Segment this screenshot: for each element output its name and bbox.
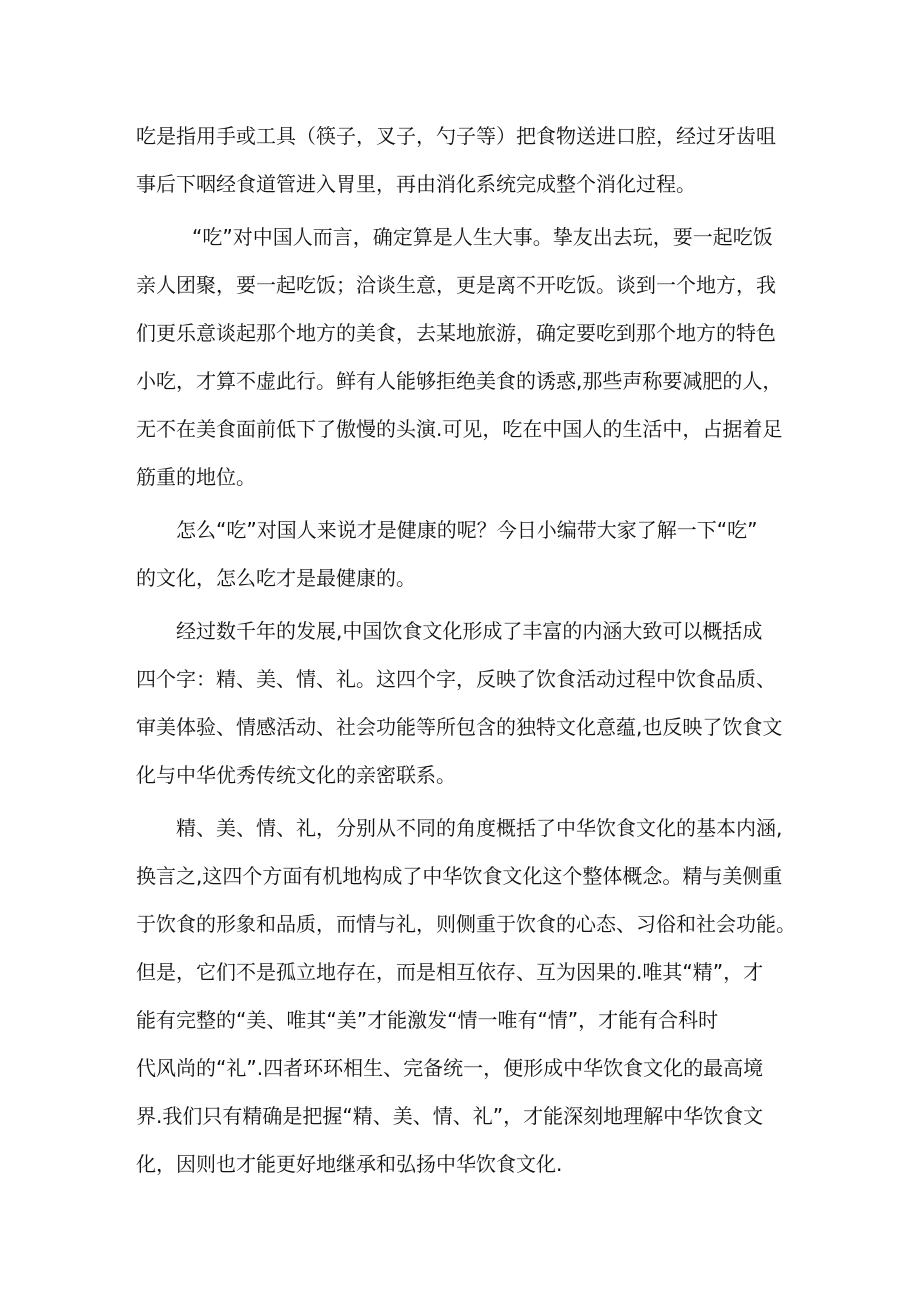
document-body [136,112,796,1188]
paragraph-line: 事后下咽经食道管进入胃里，再由消化系统完成整个消化过程。 [136,172,696,196]
paragraph-line: 化与中华优秀传统文化的亲密联系。 [136,763,456,787]
paragraph-line: 化，因则也才能更好地继承和弘扬中华饮食文化. [136,1152,563,1176]
paragraph-line: 代风尚的“礼”.四者环环相生、完备统一，便形成中华饮食文化的最高境 [136,1056,764,1080]
paragraph-1 [136,112,796,208]
paragraph-line: 经过数千年的发展,中国饮食文化形成了丰富的内涵大致可以概括成 [176,619,763,643]
paragraph-3 [136,506,796,602]
paragraph-line: 换言之,这四个方面有机地构成了中华饮食文化这个整体概念。精与美侧重 [136,864,783,888]
paragraph-line: 们更乐意谈起那个地方的美食，去某地旅游，确定要吃到那个地方的特色 [136,321,776,345]
paragraph-line: 界.我们只有精确是把握“精、美、情、礼”，才能深刻地理解中华饮食文 [136,1104,764,1128]
paragraph-line: 四个字：精、美、情、礼。这四个字，反映了饮食活动过程中饮食品质、 [136,667,776,691]
paragraph-line: 筋重的地位。 [136,465,256,489]
paragraph-line: 吃是指用手或工具（筷子，叉子，勺子等）把食物送进口腔，经过牙齿咀 [136,124,776,148]
paragraph-line: 小吃，才算不虚此行。鲜有人能够拒绝美食的诱惑,那些声称要减肥的人， [136,369,783,393]
paragraph-line: “吃”对中国人而言，确定算是人生大事。挚友出去玩，要一起吃饭 [192,225,773,249]
paragraph-line: 能有完整的“美、唯其“美”才能激发“情一唯有“情”，才能有合科时 [136,1008,719,1032]
paragraph-4 [136,607,796,799]
paragraph-line: 但是，它们不是孤立地存在，而是相互依存、互为因果的.唯其“精”，才 [136,960,764,984]
paragraph-line: 审美体验、情感活动、社会功能等所包含的独特文化意蕴,也反映了饮食文 [136,715,783,739]
paragraph-5 [136,804,796,1188]
paragraph-line: 精、美、情、礼，分别从不同的角度概括了中华饮食文化的基本内涵, [176,816,783,840]
paragraph-line: 的文化，怎么吃才是最健康的。 [136,566,416,590]
paragraph-line: 亲人团聚，要一起吃饭；洽谈生意，更是离不开吃饭。谈到一个地方，我 [136,273,776,297]
paragraph-line: 无不在美食面前低下了傲慢的头演.可见，吃在中国人的生活中，占据着足 [136,417,783,441]
paragraph-2 [136,213,796,501]
paragraph-line: 于饮食的形象和品质，而情与礼，则侧重于饮食的心态、习俗和社会功能。 [136,912,796,936]
paragraph-line: 怎么“吃”对国人来说才是健康的呢？今日小编带大家了解一下“吃” [176,518,758,542]
